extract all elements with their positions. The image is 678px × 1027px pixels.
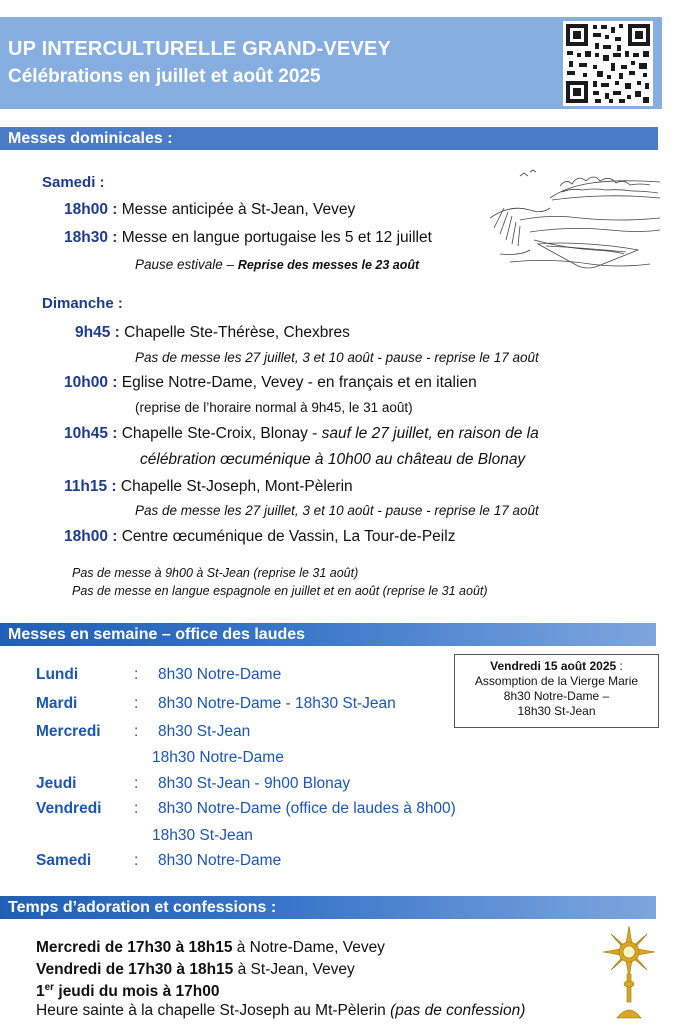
separator: : (134, 695, 139, 712)
sunday-row-4-note: Pas de messe les 27 juillet, 3 et 10 août - pause - reprise le 17 août (135, 503, 539, 518)
mass-location: Chapelle Ste-Croix, Blonay - (121, 425, 322, 442)
notice-title-date: Vendredi 15 août 2025 (490, 659, 617, 673)
adoration-time: Mercredi de 17h30 à 18h15 (36, 939, 233, 956)
week-times: 8h30 Notre-Dame (office de laudes à 8h00) (158, 800, 456, 817)
week-row-friday-2: 18h30 St-Jean (152, 827, 253, 844)
notice-title-colon: : (616, 659, 623, 673)
footnote-1: Pas de messe à 9h00 à St-Jean (reprise le 31 août) (72, 566, 359, 580)
notice-line-2: 8h30 Notre-Dame – (503, 689, 610, 703)
adoration-line-1 (36, 939, 385, 957)
mass-exception: sauf le 27 juillet, en raison de la (321, 425, 539, 442)
section-heading-week: Messes en semaine – office des laudes (0, 623, 656, 646)
assumption-notice-box (454, 654, 659, 728)
separator: : (134, 723, 139, 740)
separator: : (134, 800, 139, 817)
week-row-wednesday-2: 18h30 Notre-Dame (152, 749, 284, 766)
sunday-label: Dimanche : (42, 295, 123, 312)
mass-location: Eglise Notre-Dame, Vevey - en français et en italien (121, 374, 477, 391)
footnote-2: Pas de messe en langue espagnole en juillet et en août (reprise le 31 août) (72, 584, 488, 598)
adoration-first: 1 (36, 983, 45, 1001)
week-times: 8h30 Notre-Dame (158, 852, 282, 869)
pause-label: Pause estivale – (135, 257, 235, 272)
saturday-row-2 (64, 229, 432, 247)
adoration-line-2 (36, 961, 355, 979)
day-label: Mardi (36, 695, 78, 712)
saturday-label: Samedi : (42, 174, 105, 191)
separator: : (134, 666, 139, 683)
week-row-thursday (36, 775, 350, 793)
adoration-place: Heure sainte à la chapelle St-Joseph au Mt-Pèlerin (36, 1002, 391, 1019)
adoration-time: Vendredi de 17h30 à 18h15 (36, 961, 234, 978)
week-times: 8h30 Notre-Dame (158, 666, 282, 683)
time-label: 18h30 : (64, 229, 118, 246)
notice-title (455, 659, 658, 674)
adoration-sup: er (44, 982, 55, 993)
sunday-row-3-note: célébration œcuménique à 10h00 au château de Blonay (140, 451, 526, 468)
page-title: UP INTERCULTURELLE GRAND-VEVEY (8, 38, 392, 60)
time-label: 11h15 : (64, 478, 117, 495)
day-label: Vendredi (36, 800, 102, 817)
time-label: 10h45 : (64, 425, 118, 442)
separator: : (134, 852, 139, 869)
sunday-row-1 (75, 324, 350, 342)
monstrance-icon (603, 922, 655, 1022)
week-times: 8h30 St-Jean - 9h00 Blonay (158, 775, 351, 792)
page-subtitle: Célébrations en juillet et août 2025 (8, 66, 321, 87)
sunday-row-4 (64, 478, 353, 496)
week-times: 8h30 St-Jean (158, 723, 251, 740)
week-row-friday (36, 800, 456, 818)
separator: : (134, 775, 139, 792)
day-label: Lundi (36, 666, 79, 683)
day-label: Mercredi (36, 723, 101, 740)
day-label: Jeudi (36, 775, 77, 792)
pause-resume: Reprise des messes le 23 août (237, 258, 420, 272)
time-label: 9h45 : (75, 324, 120, 341)
mass-location: Centre œcuménique de Vassin, La Tour-de-Peilz (121, 528, 456, 545)
sunday-row-5 (64, 528, 455, 546)
week-row-tuesday (36, 695, 396, 713)
saturday-row-1 (64, 201, 355, 219)
section-heading-adoration: Temps d’adoration et confessions : (0, 896, 656, 919)
lake-sketch-illustration (490, 158, 662, 278)
adoration-line-4 (36, 1002, 525, 1020)
sunday-row-1-note: Pas de messe les 27 juillet, 3 et 10 août - pause - reprise le 17 août (135, 350, 539, 365)
day-label: Samedi (36, 852, 92, 869)
notice-line-1: Assomption de la Vierge Marie (474, 674, 639, 688)
week-times: 8h30 Notre-Dame - 18h30 St-Jean (158, 695, 396, 712)
sunday-row-2-note: (reprise de l’horaire normal à 9h45, le 31 août) (135, 400, 413, 415)
adoration-time: jeudi du mois à 17h00 (54, 983, 220, 1001)
adoration-place: à Notre-Dame, Vevey (232, 939, 385, 956)
sunday-row-2 (64, 374, 477, 392)
mass-location: Messe en langue portugaise les 5 et 12 juillet (121, 229, 432, 246)
time-label: 18h00 : (64, 528, 118, 545)
time-label: 18h00 : (64, 201, 118, 218)
week-row-saturday (36, 852, 281, 870)
saturday-pause-note (135, 257, 419, 272)
adoration-place: à St-Jean, Vevey (233, 961, 355, 978)
mass-location: Chapelle Ste-Thérèse, Chexbres (124, 324, 350, 341)
section-heading-sunday: Messes dominicales : (0, 127, 658, 150)
week-row-monday (36, 666, 281, 684)
week-row-wednesday (36, 723, 250, 741)
mass-location: Messe anticipée à St-Jean, Vevey (121, 201, 356, 218)
time-label: 10h00 : (64, 374, 118, 391)
qr-code-icon[interactable] (563, 21, 653, 106)
sunday-row-3 (64, 425, 539, 443)
mass-location: Chapelle St-Joseph, Mont-Pèlerin (120, 478, 353, 495)
notice-line-3: 18h30 St-Jean (517, 704, 596, 718)
adoration-line-3 (36, 982, 219, 1001)
adoration-note: (pas de confession) (390, 1002, 526, 1019)
